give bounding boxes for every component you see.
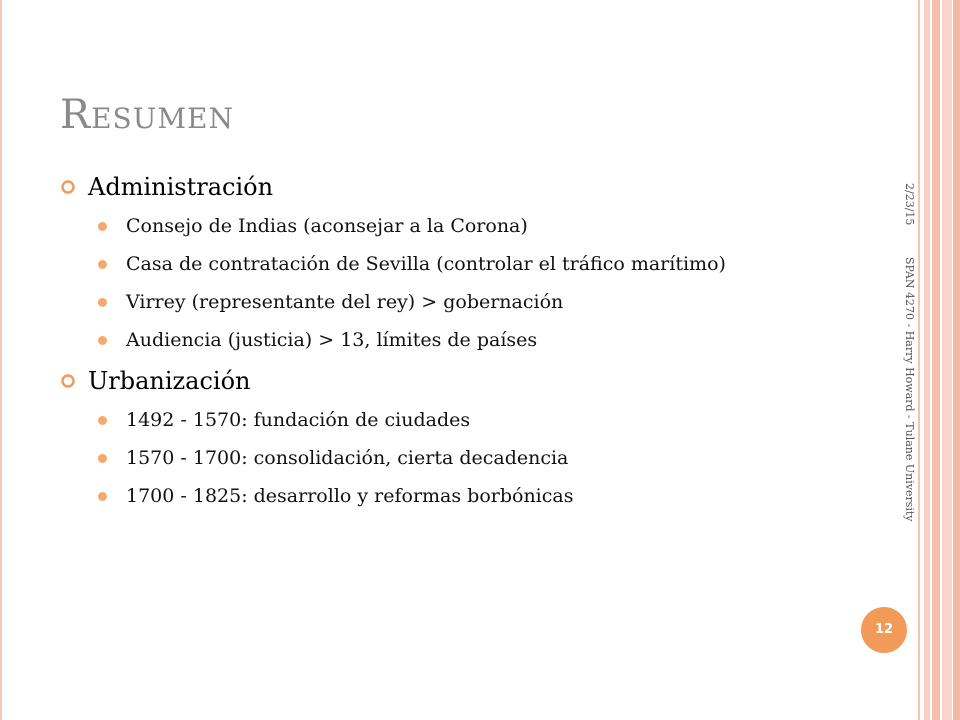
dot-bullet-icon bbox=[98, 454, 107, 463]
decorative-stripe bbox=[918, 0, 920, 720]
list-item-text: 1700 - 1825: desarrollo y reformas borbónicas bbox=[126, 485, 574, 507]
slide-footer-vertical bbox=[903, 183, 916, 521]
list-item-text: Casa de contratación de Sevilla (controlar el tráfico marítimo) bbox=[126, 253, 726, 275]
ring-bullet-icon bbox=[60, 179, 76, 195]
decorative-stripe bbox=[932, 0, 940, 720]
list-item bbox=[96, 482, 820, 510]
page-number-badge: 12 bbox=[861, 607, 907, 653]
list-item-text: Audiencia (justicia) > 13, límites de países bbox=[126, 329, 538, 351]
list-item bbox=[96, 212, 820, 240]
dot-bullet-icon bbox=[98, 336, 107, 345]
list-item-text: Virrey (representante del rey) > gobernación bbox=[126, 291, 564, 313]
section-administracion bbox=[60, 170, 820, 204]
dot-bullet-icon bbox=[98, 416, 107, 425]
decorative-stripe bbox=[953, 0, 960, 720]
dot-bullet-icon bbox=[98, 298, 107, 307]
slide-title: Resumen bbox=[60, 92, 234, 138]
list-item bbox=[96, 288, 820, 316]
list-item bbox=[96, 444, 820, 472]
list-item-text: 1570 - 1700: consolidación, cierta decadencia bbox=[126, 447, 569, 469]
list-item-text: 1492 - 1570: fundación de ciudades bbox=[126, 409, 471, 431]
section-items bbox=[60, 406, 820, 510]
slide-footer-text: SPAN 4270 - Harry Howard - Tulane University bbox=[903, 256, 916, 522]
list-item bbox=[96, 250, 820, 278]
decorative-stripe bbox=[924, 0, 930, 720]
dot-bullet-icon bbox=[98, 222, 107, 231]
ring-bullet-icon bbox=[60, 373, 76, 389]
left-border bbox=[0, 0, 8, 720]
slide-date: 2/23/15 bbox=[903, 183, 916, 226]
section-items bbox=[60, 212, 820, 354]
list-item-text: Consejo de Indias (aconsejar a la Corona) bbox=[126, 215, 528, 237]
slide-content bbox=[60, 170, 820, 520]
section-heading: Administración bbox=[88, 173, 274, 201]
dot-bullet-icon bbox=[98, 492, 107, 501]
section-heading: Urbanización bbox=[88, 367, 251, 395]
dot-bullet-icon bbox=[98, 260, 107, 269]
list-item bbox=[96, 406, 820, 434]
list-item bbox=[96, 326, 820, 354]
section-urbanizacion bbox=[60, 364, 820, 398]
decorative-stripe bbox=[942, 0, 952, 720]
